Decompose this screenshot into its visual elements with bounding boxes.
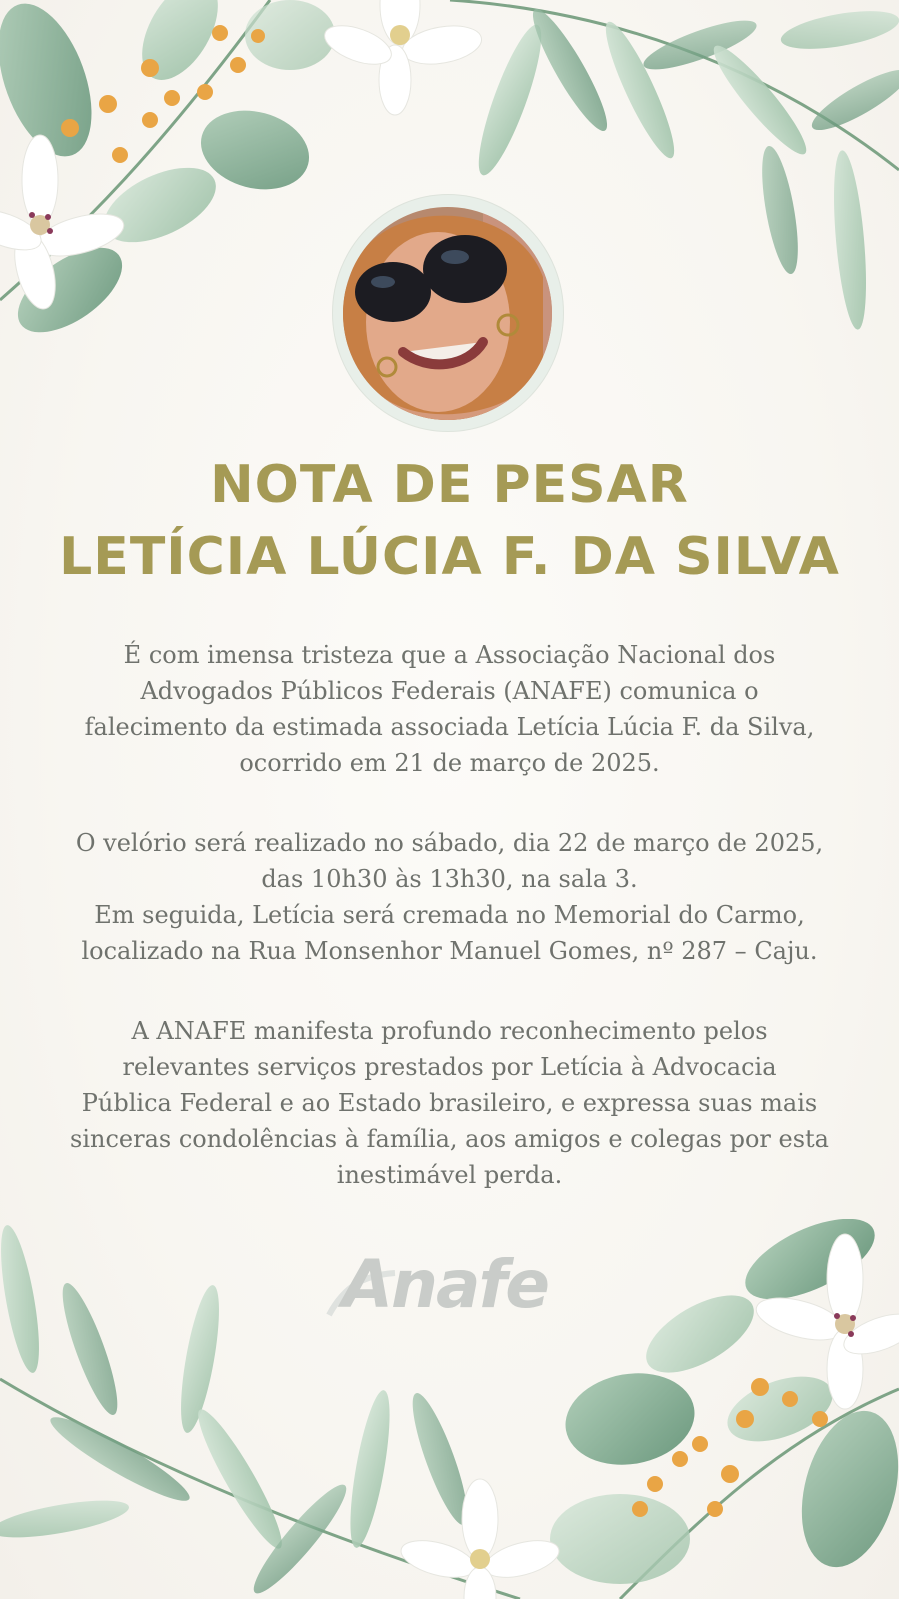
paragraph-line: inestimável perda. [336, 1161, 563, 1189]
paragraph-line: localizado na Rua Monsenhor Manuel Gomes, nº 287 – Caju. [81, 937, 818, 965]
paragraph-line: das 10h30 às 13h30, na sala 3. [261, 865, 638, 893]
paragraph-line: relevantes serviços prestados por Letícia à Advocacia [122, 1053, 777, 1081]
floral-bottom-decoration-icon [0, 1219, 899, 1599]
paragraph-line: A ANAFE manifesta profundo reconhecimento pelos [131, 1017, 768, 1045]
paragraph-line: Pública Federal e ao Estado brasileiro, e expressa suas mais [81, 1089, 818, 1117]
paragraph-line: ocorrido em 21 de março de 2025. [239, 749, 660, 777]
paragraph-line: sinceras condolências à família, aos amigos e colegas por esta [70, 1125, 829, 1153]
page-title: NOTA DE PESAR [210, 455, 689, 515]
announcement-paragraph [40, 637, 859, 781]
paragraph-line: falecimento da estimada associada Letícia Lúcia F. da Silva, [84, 713, 815, 741]
portrait-frame [333, 195, 563, 431]
portrait-photo [343, 207, 552, 420]
funeral-details-paragraph [40, 825, 859, 969]
paragraph-line: É com imensa tristeza que a Associação Nacional dos [123, 641, 776, 669]
paragraph-line: O velório será realizado no sábado, dia 22 de março de 2025, [75, 829, 824, 857]
logo-wordmark: Anafe [341, 1246, 549, 1323]
deceased-name: LETÍCIA LÚCIA F. DA SILVA [59, 527, 840, 587]
paragraph-line: Advogados Públicos Federais (ANAFE) comunica o [140, 677, 759, 705]
paragraph-line: Em seguida, Letícia será cremada no Memorial do Carmo, [94, 901, 805, 929]
tribute-paragraph [40, 1013, 859, 1193]
